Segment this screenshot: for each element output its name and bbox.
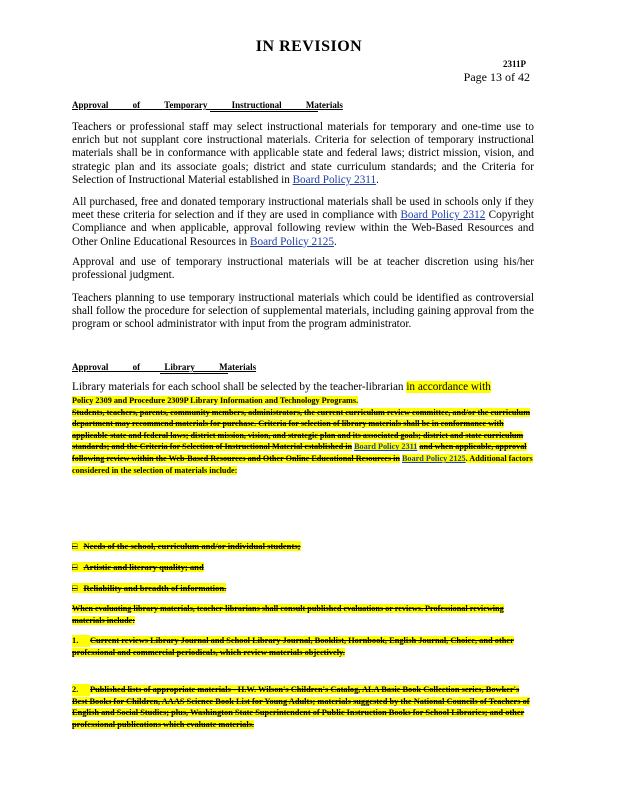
paragraph-text: Library materials for each school shall be selected by the teacher-librarian xyxy=(72,381,404,393)
highlighted-text: Policy 2309 and Procedure 2309P Library Information and Technology Programs. xyxy=(72,396,359,405)
list-item-text: Artistic and literary quality; and xyxy=(83,562,204,572)
item-text: Current reviews Library Journal and School Library Journal, Booklist, Hornbook, English Journal, Choice, and other professional and commercial periodicals, which review materials objectively. xyxy=(72,636,514,657)
page-title: IN REVISION xyxy=(255,38,363,55)
list-item-text: Reliability and breadth of information. xyxy=(83,583,227,593)
item-number: 1. xyxy=(72,635,90,647)
evaluating-paragraph xyxy=(72,603,534,626)
checkbox-bullet-icon: □ xyxy=(72,562,78,572)
section-heading-temporary: Approval of Temporary Instructional Materials xyxy=(72,100,343,110)
section-heading-library: Approval of Library Materials xyxy=(72,362,257,372)
heading-underline xyxy=(160,373,228,374)
paragraph-text: All purchased, free and donated temporary instructional materials shall be used in schools only if they meet these criteria for selection and if they are used in compliance with xyxy=(72,196,534,222)
list-item xyxy=(72,541,301,551)
paragraph-temporary-3: Approval and use of temporary instructional materials will be at teacher discretion using his/her professional judgment. xyxy=(72,256,534,282)
checkbox-bullet-icon: □ xyxy=(72,583,78,593)
paragraph-temporary-2: All purchased, free and donated temporary instructional materials shall be used in schools only if they meet these criteria for selection and if they are used in compliance with Board Policy 2312 Copyright Compliance and when applicable, approval following review within the Web-Based Resources and Other Online Educational Resources in Board Policy 2125. xyxy=(72,196,535,248)
numbered-item-2 xyxy=(72,684,534,730)
page-number: Page 13 of 42 xyxy=(463,70,530,84)
highlighted-text: in accordance with xyxy=(406,381,491,393)
checkbox-bullet-icon: □ xyxy=(72,541,78,551)
item-text: Published lists of appropriate materials - H.W. Wilson's Children's Catalog, ALA Basic Book Collection series, Bowker's Best Books for Children, AAAS Science Book List for Young Adults; materials suggested by the National Councils of Teachers of English and Social Studies; plus, Washington State Superintendent of Public Instruction Books for School Libraries; and other professional publications which evaluate materials. xyxy=(72,685,530,729)
doc-number: 2311P xyxy=(502,59,526,69)
library-highlighted-block xyxy=(72,395,534,476)
paragraph-temporary-4: Teachers planning to use temporary instructional materials which could be identified as controversial shall follow the procedure for selection of supplemental materials, including gaining approval from the program or school administrator with input from the program administrator. xyxy=(72,292,534,331)
numbered-item-1 xyxy=(72,635,534,658)
struck-text: When evaluating library materials, teacher-librarians shall consult published evaluations or reviews. Professional reviewing materials include: xyxy=(72,604,504,625)
paragraph-text: Teachers or professional staff may select instructional materials for temporary and one-time use to enrich but not supplant core instructional materials. Criteria for selection of temporary instructional materials shall be in conformance with applicable state and federal laws; district mission, vision, and strategic plan and its associate goals; district and state curriculum standards; and the Criteria for Selection of Instructional Material established in xyxy=(72,121,534,186)
struck-text: and when applicable, approval following review within the Web-Based Resources and Other Online Educational Resources in xyxy=(72,442,527,463)
paragraph-text: Copyright Compliance and when applicable, approval following review within the Web-Based Resources and Other Online Educational Resources in xyxy=(72,209,535,248)
board-policy-2311-link[interactable]: Board Policy 2311 xyxy=(292,173,377,186)
list-item xyxy=(72,562,204,572)
board-policy-2312-link[interactable]: Board Policy 2312 xyxy=(400,209,486,222)
struck-text: Students, teachers, parents, community members, administrators, the current curriculum review committee, and/or the curriculum department may recommend materials for purchase. Criteria for selection of library materials shall be in conformance with applicable state and federal laws; district mission, vision, and strategic plan and its associated goals; district and state curriculum standards; and the Criteria for Selection of Instructional Material established in xyxy=(72,407,531,452)
library-lead xyxy=(72,381,534,394)
heading-underline xyxy=(210,111,318,112)
board-policy-2311-link-struck[interactable]: Board Policy 2311 xyxy=(354,442,418,452)
item-number: 2. xyxy=(72,684,90,696)
list-item xyxy=(72,583,226,593)
board-policy-2125-link[interactable]: Board Policy 2125 xyxy=(250,235,334,248)
highlighted-text: . Additional factors considered in the selection of materials include: xyxy=(72,453,533,475)
board-policy-2125-link-library[interactable]: Board Policy 2125 xyxy=(401,453,466,463)
paragraph-temporary-1: Teachers or professional staff may select instructional materials for temporary and one-time use to enrich but not supplant core instructional materials. Criteria for selection of temporary instructional materials shall be in conformance with applicable state and federal laws; district mission, vision, and strategic plan and its associate goals; district and state curriculum standards; and the Criteria for Selection of Instructional Material established in Board Policy 2311. xyxy=(72,121,534,186)
list-item-text: Needs of the school, curriculum and/or individual students; xyxy=(83,541,301,551)
